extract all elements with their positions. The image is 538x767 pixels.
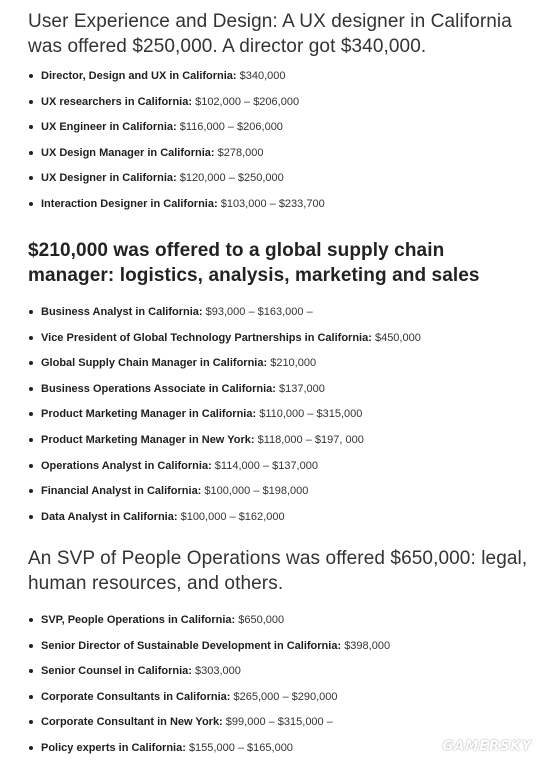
list-item	[28, 356, 528, 382]
list-item	[28, 459, 528, 485]
list-item	[28, 613, 528, 639]
job-title: UX researchers in California:	[41, 95, 193, 108]
list-item	[28, 95, 528, 121]
salary-value: $340,000	[239, 70, 286, 82]
job-title: Interaction Designer in California:	[41, 197, 218, 210]
job-title: Business Analyst in California:	[41, 306, 203, 318]
salary-value: $100,000 – $198,000	[204, 485, 309, 498]
job-title: Global Supply Chain Manager in California:	[41, 357, 268, 370]
bullet-icon	[29, 310, 33, 314]
list-item	[28, 69, 528, 95]
bullet-icon	[29, 412, 33, 416]
salary-list	[28, 305, 528, 535]
bullet-icon	[29, 695, 33, 699]
salary-value: $210,000	[270, 357, 317, 370]
section-heading: $210,000 was offered to a global supply chain manager: logistics, analysis, marketing and sales	[28, 240, 480, 286]
bullet-icon	[29, 361, 33, 365]
bullet-icon	[29, 176, 33, 180]
bullet-icon	[29, 336, 33, 340]
section-supply-chain	[28, 238, 528, 535]
watermark-logo: GAMERSKY	[442, 739, 532, 754]
salary-value: $137,000	[279, 382, 325, 395]
salary-value: $650,000	[238, 614, 285, 626]
job-title: Corporate Consultants in California:	[41, 690, 231, 703]
bullet-icon	[29, 644, 33, 648]
list-item	[28, 407, 528, 433]
job-title: UX Design Manager in California:	[41, 146, 215, 159]
job-title: Business Operations Associate in California:	[41, 382, 276, 395]
job-title: Product Marketing Manager in California:	[41, 408, 257, 421]
salary-value: $120,000 – $250,000	[179, 172, 284, 185]
job-title: Senior Director of Sustainable Development in California:	[41, 639, 342, 652]
bullet-icon	[29, 746, 33, 750]
salary-value: $398,000	[344, 639, 391, 652]
section-heading: An SVP of People Operations was offered $650,000: legal, human resources, and others.	[28, 548, 528, 594]
list-item	[28, 120, 528, 146]
bullet-icon	[29, 464, 33, 468]
bullet-icon	[29, 669, 33, 673]
bullet-icon	[29, 202, 33, 206]
section-people-operations	[28, 546, 528, 767]
list-item	[28, 146, 528, 172]
list-item	[28, 305, 528, 331]
job-title: Senior Counsel in California:	[41, 665, 192, 678]
job-title: Data Analyst in California:	[41, 510, 178, 523]
job-title: UX Designer in California:	[41, 172, 177, 185]
section-ux-design	[28, 9, 528, 223]
salary-value: $118,000 – $197, 000	[257, 433, 364, 446]
job-title: Operations Analyst in California:	[41, 459, 212, 472]
list-item	[28, 690, 528, 716]
job-title: Policy experts in California:	[41, 741, 186, 754]
salary-list	[28, 69, 528, 223]
salary-value: $110,000 – $315,000	[259, 408, 363, 421]
job-title: UX Engineer in California:	[41, 121, 177, 134]
bullet-icon	[29, 720, 33, 724]
list-item	[28, 171, 528, 197]
section-heading: User Experience and Design: A UX designer in California was offered $250,000. A director got $340,000.	[28, 11, 512, 57]
salary-value: $99,000 – $315,000 –	[225, 716, 333, 729]
salary-value: $278,000	[217, 146, 264, 159]
salary-value: $450,000	[374, 331, 421, 344]
salary-value: $114,000 – $137,000	[214, 459, 318, 472]
bullet-icon	[29, 74, 33, 78]
bullet-icon	[29, 438, 33, 442]
list-item	[28, 510, 528, 536]
bullet-icon	[29, 151, 33, 155]
salary-value: $265,000 – $290,000	[233, 690, 338, 703]
job-title: Financial Analyst in California:	[41, 485, 202, 498]
bullet-icon	[29, 618, 33, 622]
job-title: Product Marketing Manager in New York:	[41, 433, 255, 446]
bullet-icon	[29, 125, 33, 129]
salary-value: $102,000 – $206,000	[195, 95, 300, 108]
job-title: SVP, People Operations in California:	[41, 614, 236, 626]
list-item	[28, 664, 528, 690]
bullet-icon	[29, 387, 33, 391]
salary-value: $303,000	[195, 665, 241, 678]
job-title: Vice President of Global Technology Partnerships in California:	[41, 331, 372, 344]
list-item	[28, 433, 528, 459]
list-item	[28, 639, 528, 665]
job-title: Director, Design and UX in California:	[41, 70, 237, 82]
salary-value: $100,000 – $162,000	[180, 510, 285, 523]
list-item	[28, 331, 528, 357]
bullet-icon	[29, 489, 33, 493]
salary-value: $116,000 – $206,000	[179, 121, 283, 134]
salary-value: $93,000 – $163,000 –	[205, 306, 313, 318]
bullet-icon	[29, 100, 33, 104]
list-item	[28, 715, 528, 741]
salary-value: $155,000 – $165,000	[188, 741, 293, 754]
job-title: Corporate Consultant in New York:	[41, 716, 223, 729]
salary-value: $103,000 – $233,700	[220, 197, 325, 210]
bullet-icon	[29, 515, 33, 519]
list-item	[28, 197, 528, 223]
list-item	[28, 484, 528, 510]
list-item	[28, 382, 528, 408]
